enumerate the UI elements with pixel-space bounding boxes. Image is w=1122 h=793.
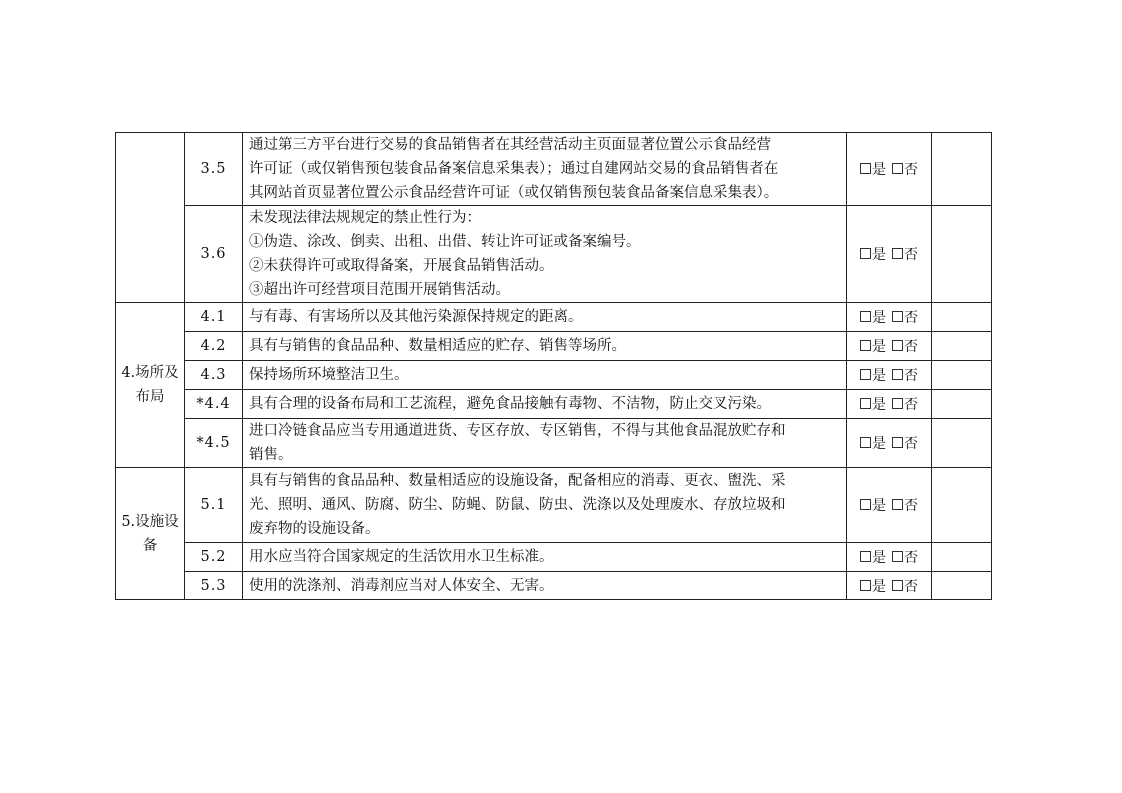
table-row (116, 419, 992, 468)
checkbox-icon[interactable] (860, 580, 871, 591)
checkbox-icon[interactable] (860, 248, 871, 259)
yes-option[interactable] (860, 162, 886, 178)
checkbox-icon[interactable] (892, 311, 903, 322)
yes-option[interactable] (860, 247, 886, 263)
no-label: 否 (904, 578, 918, 595)
table-row (116, 572, 992, 600)
checkbox-icon[interactable] (860, 499, 871, 510)
item-content-line: 具有与销售的食品品种、数量相适应的贮存、销售等场所。 (249, 338, 626, 354)
checkbox-icon[interactable] (860, 340, 871, 351)
no-label: 否 (904, 247, 918, 263)
category-cell: 4.场所及布局 (116, 303, 185, 468)
item-content-line: ①伪造、涂改、倒卖、出租、出借、转让许可证或备案编号。 (249, 234, 641, 250)
yes-label: 是 (872, 550, 886, 566)
item-content-line: 其网站首页显著位置公示食品经营许可证（或仅销售预包装食品备案信息采集表）。 (249, 185, 779, 201)
inspection-table-body (116, 133, 992, 600)
no-label: 否 (904, 498, 918, 514)
yes-no-cell (847, 303, 932, 332)
table-row (116, 206, 992, 303)
item-number: 3.5 (185, 133, 243, 206)
item-number: 5.1 (185, 468, 243, 543)
yes-option[interactable] (860, 339, 886, 355)
table-row (116, 468, 992, 543)
table-row (116, 390, 992, 419)
no-label: 否 (904, 368, 918, 384)
remarks-cell (932, 572, 992, 600)
item-content-line: 光、照明、通风、防腐、防尘、防蝇、防鼠、防虫、洗涤以及处理废水、存放垃圾和 (249, 497, 786, 513)
remarks-cell (932, 332, 992, 361)
yes-option[interactable] (860, 436, 886, 452)
item-content (243, 419, 847, 468)
no-option[interactable] (892, 368, 918, 384)
checkbox-icon[interactable] (860, 437, 871, 448)
no-option[interactable] (892, 436, 918, 452)
item-content (243, 303, 847, 332)
yes-option[interactable] (860, 498, 886, 514)
yes-label: 是 (872, 436, 886, 452)
item-content-line: ③超出许可经营项目范围开展销售活动。 (249, 282, 510, 298)
remarks-cell (932, 206, 992, 303)
item-content (243, 468, 847, 543)
no-option[interactable] (892, 339, 918, 355)
table-row (116, 133, 992, 206)
checkbox-icon[interactable] (860, 398, 871, 409)
remarks-cell (932, 468, 992, 543)
checkbox-icon[interactable] (892, 163, 903, 174)
category-cell: 5.设施设备 (116, 468, 185, 600)
yes-label: 是 (872, 578, 886, 595)
yes-no-cell (847, 332, 932, 361)
remarks-cell (932, 361, 992, 390)
yes-option[interactable] (860, 550, 886, 566)
checkbox-icon[interactable] (892, 369, 903, 380)
item-content-line: 废弃物的设施设备。 (249, 521, 380, 537)
item-content-line: 通过第三方平台进行交易的食品销售者在其经营活动主页面显著位置公示食品经营 (249, 137, 771, 153)
item-number: 4.1 (185, 303, 243, 332)
item-number: 4.2 (185, 332, 243, 361)
yes-label: 是 (872, 310, 886, 326)
table-row (116, 361, 992, 390)
item-content-line: 销售。 (249, 447, 293, 463)
yes-label: 是 (872, 162, 886, 178)
table-row (116, 332, 992, 361)
no-option[interactable] (892, 310, 918, 326)
remarks-cell (932, 543, 992, 572)
item-content (243, 543, 847, 572)
no-option[interactable] (892, 247, 918, 263)
item-number: 5.3 (185, 572, 243, 600)
checkbox-icon[interactable] (892, 248, 903, 259)
no-label: 否 (904, 436, 918, 452)
item-content-line: 保持场所环境整洁卫生。 (249, 367, 409, 383)
no-option[interactable] (892, 498, 918, 514)
yes-no-cell (847, 206, 932, 303)
yes-no-cell (847, 543, 932, 572)
inspection-table (115, 132, 992, 600)
checkbox-icon[interactable] (892, 437, 903, 448)
yes-option[interactable] (860, 579, 886, 595)
yes-option[interactable] (860, 310, 886, 326)
item-number: 3.6 (185, 206, 243, 303)
table-row (116, 303, 992, 332)
yes-label: 是 (872, 339, 886, 355)
item-content (243, 206, 847, 303)
item-content (243, 390, 847, 419)
yes-label: 是 (872, 368, 886, 384)
item-content-line: 使用的洗涤剂、消毒剂应当对人体安全、无害。 (249, 577, 554, 594)
no-option[interactable] (892, 397, 918, 413)
item-number: 5.2 (185, 543, 243, 572)
checkbox-icon[interactable] (860, 163, 871, 174)
no-label: 否 (904, 162, 918, 178)
item-content (243, 572, 847, 600)
yes-no-cell (847, 361, 932, 390)
no-label: 否 (904, 310, 918, 326)
item-content-line: 用水应当符合国家规定的生活饮用水卫生标准。 (249, 549, 554, 565)
checkbox-icon[interactable] (892, 340, 903, 351)
checkbox-icon[interactable] (892, 398, 903, 409)
checkbox-icon[interactable] (860, 551, 871, 562)
item-content-line: 进口冷链食品应当专用通道进货、专区存放、专区销售，不得与其他食品混放贮存和 (249, 423, 786, 439)
item-content-line: 未发现法律法规规定的禁止性行为： (249, 210, 481, 226)
yes-option[interactable] (860, 397, 886, 413)
no-option[interactable] (892, 550, 918, 566)
remarks-cell (932, 303, 992, 332)
item-content-line: 具有与销售的食品品种、数量相适应的设施设备，配备相应的消毒、更衣、盥洗、采 (249, 473, 786, 489)
yes-no-cell (847, 390, 932, 419)
item-content (243, 361, 847, 390)
checkbox-icon[interactable] (892, 499, 903, 510)
no-label: 否 (904, 397, 918, 413)
yes-label: 是 (872, 498, 886, 514)
no-label: 否 (904, 339, 918, 355)
yes-no-cell (847, 133, 932, 206)
no-label: 否 (904, 550, 918, 566)
item-content-line: 许可证（或仅销售预包装食品备案信息采集表）；通过自建网站交易的食品销售者在 (249, 161, 779, 177)
checkbox-icon[interactable] (860, 311, 871, 322)
no-option[interactable] (892, 162, 918, 178)
yes-option[interactable] (860, 368, 886, 384)
no-option[interactable] (892, 579, 918, 595)
item-number: *4.5 (185, 419, 243, 468)
checkbox-icon[interactable] (892, 551, 903, 562)
yes-no-cell (847, 419, 932, 468)
remarks-cell (932, 133, 992, 206)
item-content-line: 与有毒、有害场所以及其他污染源保持规定的距离。 (249, 309, 583, 325)
table-row (116, 543, 992, 572)
yes-no-cell (847, 468, 932, 543)
item-content (243, 332, 847, 361)
checkbox-icon[interactable] (892, 580, 903, 591)
item-content-line: 具有合理的设备布局和工艺流程，避免食品接触有毒物、不洁物，防止交叉污染。 (249, 396, 771, 412)
remarks-cell (932, 419, 992, 468)
yes-label: 是 (872, 247, 886, 263)
yes-no-cell (847, 572, 932, 600)
checkbox-icon[interactable] (860, 369, 871, 380)
item-number: 4.3 (185, 361, 243, 390)
remarks-cell (932, 390, 992, 419)
item-content-line: ②未获得许可或取得备案，开展食品销售活动。 (249, 258, 554, 274)
item-content (243, 133, 847, 206)
category-cell (116, 133, 185, 303)
item-number: *4.4 (185, 390, 243, 419)
yes-label: 是 (872, 397, 886, 413)
